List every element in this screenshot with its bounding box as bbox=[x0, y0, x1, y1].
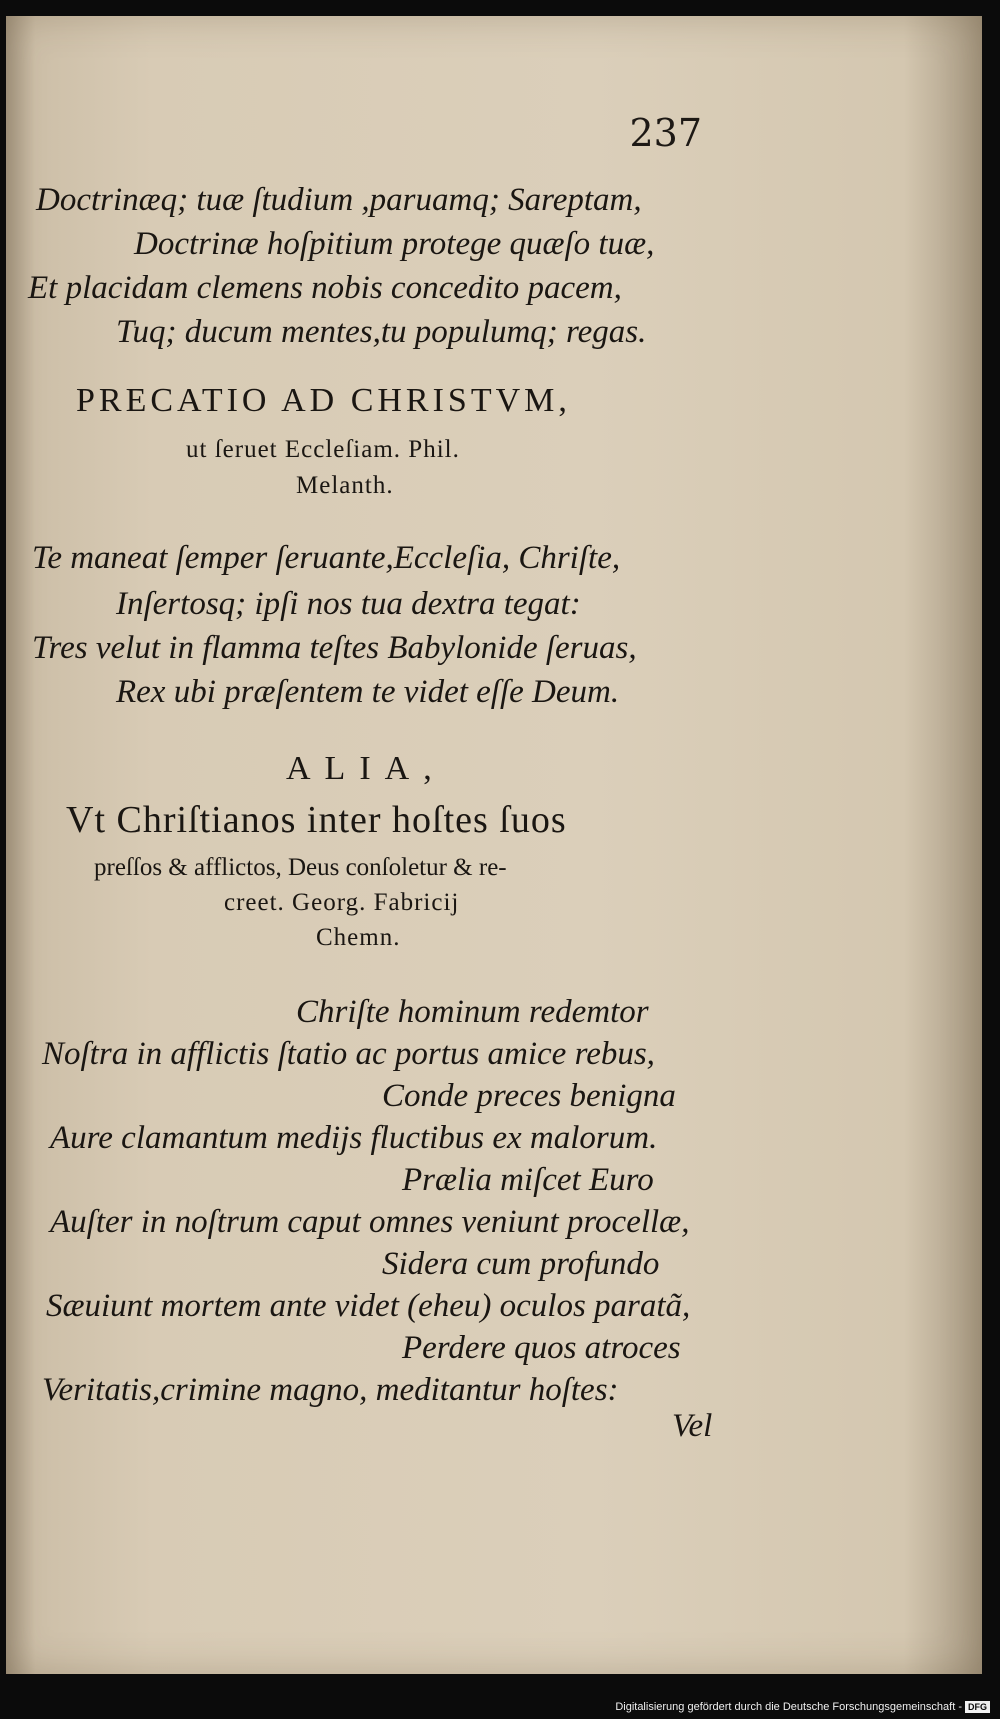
verse-line: Perdere quos atroces bbox=[402, 1330, 681, 1366]
verse-line: Tres velut in flamma teſtes Babylonide ſeruas, bbox=[32, 630, 637, 666]
section-subtitle: Chemn. bbox=[316, 924, 401, 951]
section-heading: PRECATIO AD CHRISTVM, bbox=[76, 382, 571, 419]
section-subtitle: creet. Georg. Fabricij bbox=[224, 889, 460, 916]
digitization-credit bbox=[615, 1701, 990, 1713]
book-page bbox=[6, 16, 982, 1674]
verse-line: Chriſte hominum redemtor bbox=[296, 994, 649, 1030]
verse-line: Rex ubi præſentem te videt eſſe Deum. bbox=[116, 674, 620, 710]
verse-line: Inſertosq; ipſi nos tua dextra tegat: bbox=[116, 586, 581, 622]
section-subtitle: Melanth. bbox=[296, 472, 394, 499]
verse-line: Te maneat ſemper ſeruante,Eccleſia, Chriſte, bbox=[32, 540, 621, 576]
verse-line: Aure clamantum medijs fluctibus ex malorum. bbox=[50, 1120, 658, 1156]
section-subtitle: Vt Chriſtianos inter hoſtes ſuos bbox=[66, 799, 567, 841]
section-heading: ALIA, bbox=[286, 750, 446, 787]
section-subtitle: preſſos & afflictos, Deus conſoletur & re- bbox=[94, 854, 507, 881]
verse-line: Doctrinæ hoſpitium protege quæſo tuæ, bbox=[134, 226, 655, 262]
verse-line: Prælia miſcet Euro bbox=[402, 1162, 654, 1198]
section-subtitle: ut ſeruet Eccleſiam. Phil. bbox=[186, 436, 460, 463]
credit-text: Digitalisierung gefördert durch die Deutsche Forschungsgemeinschaft - bbox=[615, 1701, 962, 1713]
verse-line: Conde preces benigna bbox=[382, 1078, 676, 1114]
verse-line: Veritatis,crimine magno, meditantur hoſtes: bbox=[42, 1372, 619, 1408]
verse-line: Noſtra in afflictis ſtatio ac portus amice rebus, bbox=[42, 1036, 655, 1072]
page-number: 237 bbox=[629, 111, 702, 155]
verse-line: Sæuiunt mortem ante videt (eheu) oculos paratã, bbox=[46, 1288, 691, 1324]
dfg-logo: DFG bbox=[965, 1701, 990, 1713]
verse-line: Et placidam clemens nobis concedito pacem, bbox=[28, 270, 622, 306]
verse-line: Tuq; ducum mentes,tu populumq; regas. bbox=[116, 314, 647, 350]
verse-line: Sidera cum profundo bbox=[382, 1246, 660, 1282]
verse-line: Doctrinæq; tuæ ſtudium ,paruamq; Sareptam, bbox=[36, 182, 642, 218]
verse-line: Auſter in noſtrum caput omnes veniunt procellæ, bbox=[50, 1204, 690, 1240]
catchword: Vel bbox=[672, 1408, 713, 1444]
